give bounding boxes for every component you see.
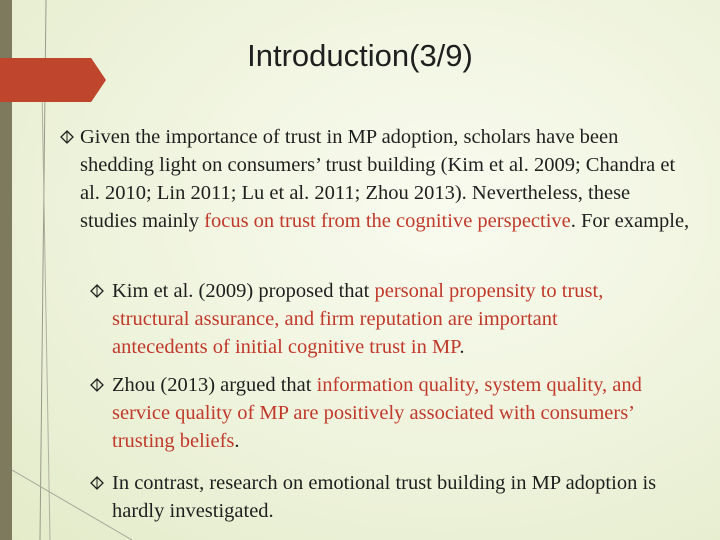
hollow-diamond-icon: [60, 123, 74, 151]
hollow-diamond-icon: [90, 371, 104, 399]
hollow-diamond-icon: [90, 469, 104, 497]
bullet-text: Zhou (2013) argued that information quality, system quality, and service quality of MP are positively associated with consumers’ trusting beliefs.: [112, 374, 642, 452]
slide-title: Introduction(3/9): [247, 38, 473, 73]
title-accent-arrow: [0, 58, 106, 102]
hollow-diamond-icon: [90, 277, 104, 305]
bullet-sub-kim: [90, 277, 650, 361]
bullet-text: Kim et al. (2009) proposed that personal propensity to trust, structural assurance, and firm reputation are important antecedents of initial cognitive trust in MP.: [112, 280, 604, 358]
bullet-text: In contrast, research on emotional trust building in MP adoption is hardly investigated.: [112, 472, 657, 522]
bullet-sub-contrast: [90, 469, 660, 525]
bullet-text: Given the importance of trust in MP adoption, scholars have been shedding light on consumers’ trust building (Kim et al. 2009; Chandra et al. 2010; Lin 2011; Lu et al. 2011; Zhou 2013). Nevertheless, these studies mainly focus on trust from the cognitive perspective. For example,: [80, 126, 690, 232]
bullet-main: [60, 123, 690, 235]
bullet-sub-zhou: [90, 371, 650, 455]
